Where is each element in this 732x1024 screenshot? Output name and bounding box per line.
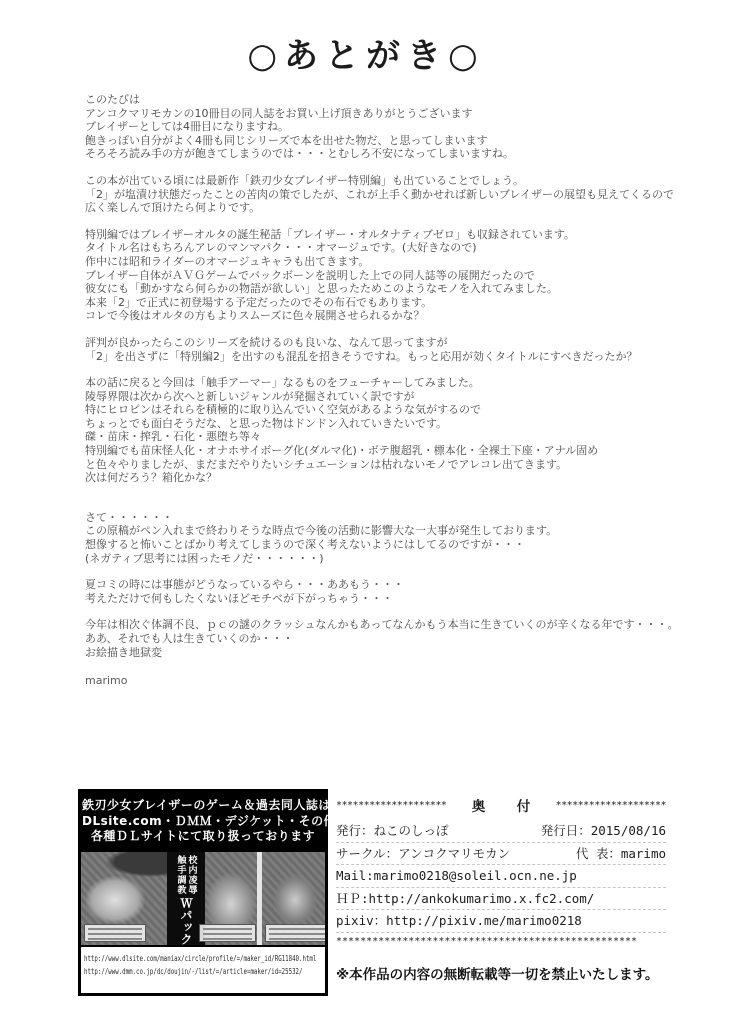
mail-value: marimo0218@soleil.ocn.ne.jp	[373, 868, 577, 883]
text-line: 陵辱界隈は次から次へと新しいジャンルが発掘されていく訳ですが	[85, 389, 415, 403]
text-line: このたびは	[85, 93, 140, 106]
text-line: ちょっとでも面白そうだな、と思った物はドンドン入れていきたいです。	[85, 416, 448, 430]
banner-overlay-text: 校内凌辱	[186, 854, 197, 895]
publish-date-label: 発行日：	[540, 823, 591, 838]
afterword-body	[85, 93, 685, 688]
text-line: 磔・苗床・搾乳・石化・悪堕ち等々	[85, 430, 261, 444]
text-line: コレで今後はオルタの方もよりスムーズに色々展開させられるかな？	[85, 309, 425, 323]
colophon-title: 奥 付	[471, 799, 540, 815]
paragraph	[85, 511, 685, 565]
paragraph	[85, 174, 685, 215]
paragraph	[85, 578, 685, 605]
banner-caption	[265, 924, 325, 942]
text-line: 特別編でも苗床怪人化・オナホサイボーグ化(ダルマ化)・ボテ腹超乳・標本化・全裸土下座・アナル固め	[85, 444, 599, 458]
text-line: (ネガティブ思考には困ったモノだ・・・・・・)	[85, 551, 324, 565]
colophon-header	[336, 795, 666, 815]
text-line: 本の話に戻ると今回は「触手アーマー」なるものをフューチャーしてみました。	[85, 376, 480, 390]
text-line: 「2」が塩漬け状態だったことの苦肉の策でしたが、これが上手く動かせれば新しいブレイザーの展望も見えてくるので	[85, 187, 675, 201]
banner-caption	[84, 924, 146, 942]
text-line: タイトル名はもちろんアレのマンマパク・・・オマージュです。(大好きなので)	[85, 241, 477, 255]
text-line: 夏コミの時には事態がどうなっているやら・・・ああもう・・・	[85, 578, 404, 592]
copyright-notice: ※本作品の内容の無断転載等一切を禁止いたします。	[336, 966, 659, 983]
text-line: 次は何だろう？箱化かな？	[85, 471, 217, 485]
paragraph	[85, 336, 685, 363]
text-line: 広く楽しんで頂けたら何よりです。	[85, 201, 261, 215]
representative-value: marimo	[620, 845, 666, 861]
author-signature: marimo	[85, 674, 128, 688]
text-line: アンコクマリモカンの10冊目の同人誌をお買い上げ頂きありがとうございます	[85, 106, 473, 120]
banner-title-pair	[176, 855, 197, 895]
asterisk-rule: ********************	[336, 799, 447, 811]
banner-overlay-text: Ｗパック	[179, 896, 193, 945]
page-title: ○あとがき○	[247, 36, 485, 76]
colophon-pair	[576, 845, 666, 862]
colophon-pair	[336, 912, 582, 929]
text-line: 特別編ではブレイザーオルタの誕生秘話「ブレイザー・オルタナティブゼロ」も収録されています。	[85, 227, 576, 241]
colophon-pair	[336, 822, 449, 839]
ad-banner-artwork	[81, 850, 325, 947]
text-line: 飽きっぽい自分がよく4冊も同じシリーズで本を出せた物だ、と思ってしまいます	[85, 133, 488, 147]
text-line: お絵描き地獄変	[85, 645, 162, 659]
publisher-value: ねこのしっぽ	[373, 823, 449, 838]
colophon-pair	[336, 845, 510, 862]
publisher-label: 発行：	[336, 823, 374, 838]
ad-header	[81, 792, 337, 850]
text-line: 今年は相次ぐ体調不良、ｐｃの謎のクラッシュなんかもあってなんかもう本当に生きていくのが辛くなる年です・・・。	[85, 618, 679, 632]
text-line: さて・・・・・・	[85, 510, 173, 524]
pixiv-value: http://pixiv.me/marimo0218	[386, 913, 582, 928]
ad-box	[78, 789, 337, 996]
asterisk-rule: **************************************************	[336, 935, 638, 947]
paragraph	[85, 618, 685, 659]
text-line: 作中には昭和ライダーのオマージュキャラも出てきます。	[85, 254, 370, 268]
text-line: ブレイザーとしては4冊目になりますね。	[85, 120, 290, 134]
text-line: この本が出ている頃には最新作「鉄刃少女ブレイザー特別編」も出ていることでしょう。	[85, 173, 525, 187]
text-line: 彼女にも「動かすなら何らかの物語が欲しい」と思ったためこのようなモノを入れてみました。	[85, 282, 558, 296]
colophon-row	[336, 865, 666, 888]
circle-value: アンコクマリモカン	[398, 845, 511, 861]
colophon-row	[336, 843, 666, 866]
representative-label: 代 表：	[575, 845, 621, 861]
text-line: 評判が良かったらこのシリーズを続けるのも良いな、なんて思ってますが	[85, 335, 448, 349]
circle-label: サークル：	[336, 845, 399, 861]
text-line: 「2」を出さずに「特別編2」を出すのも混乱を招きそうですね。もっと応用が効くタイトルにすべきだったか？	[85, 349, 638, 363]
text-line: と色々やりましたが、まだまだやりたいシチュエーションは枯れないモノでアレコレ出てきます。	[85, 457, 568, 471]
colophon-row	[336, 910, 666, 933]
paragraph	[85, 93, 685, 161]
asterisk-rule: ********************	[555, 799, 666, 811]
ad-url: http://www.dlsite.com/maniax/circle/profile/=/maker_id/RG11840.html	[84, 953, 317, 963]
banner-caption	[199, 924, 256, 942]
text-line: 特にヒロピンはそれらを積極的に取り込んでいく空気があるような気がするので	[85, 403, 481, 417]
ad-url-list	[81, 947, 325, 982]
mail-label: Mail:	[336, 868, 374, 883]
text-line: 考えただけで何もしたくないほどモチベが下がっちゃう・・・	[85, 591, 393, 605]
colophon-row	[336, 820, 666, 843]
banner-panel-divider	[257, 852, 262, 945]
colophon-pair	[541, 822, 666, 839]
text-line: この原稿がペン入れまで終わりそうな時点で今後の活動に影響大な一大事が発生しております。	[85, 524, 558, 538]
text-line: ブレイザー自体がＡＶＧゲームでバックボーンを説明した上での同人誌等の展開だったので	[85, 268, 535, 282]
text-line: ああ、それでも人は生きていくのか・・・	[85, 632, 294, 645]
pixiv-label: pixiv：	[336, 913, 387, 928]
colophon-pair	[336, 867, 577, 884]
banner-overlay-text: 触手調教	[175, 854, 186, 895]
paragraph	[85, 228, 685, 323]
ad-header-line: 各種ＤＬサイトにて取り扱っております	[90, 829, 316, 843]
colophon-pair	[336, 890, 594, 907]
text-line: そろそろ読み手の方が飽きてしまうのでは・・・とむしろ不安になってしまいますね。	[85, 147, 514, 161]
colophon	[336, 795, 666, 983]
homepage-label: ＨＰ:	[336, 890, 369, 906]
ad-url: http://www.dmm.co.jp/dc/doujin/-/list/=/article=maker/id=25532/	[84, 966, 303, 976]
ad-header-line: DLsite.com・ＤＭＭ・デジケット・その他	[82, 813, 337, 828]
ad-header-line: 鉄刃少女ブレイザーのゲーム＆過去同人誌は	[82, 798, 331, 812]
paragraph	[85, 376, 685, 485]
publish-date-value: 2015/08/16	[590, 823, 666, 838]
homepage-value: http://ankokumarimo.x.fc2.com/	[368, 890, 595, 906]
colophon-row	[336, 888, 666, 911]
text-line: 想像すると怖いことばかり考えてしまうので深く考えないようにはしてるのですが・・・	[85, 538, 525, 552]
text-line: 本来「2」で正式に初登場する予定だったのでその布石でもあります。	[85, 295, 433, 309]
